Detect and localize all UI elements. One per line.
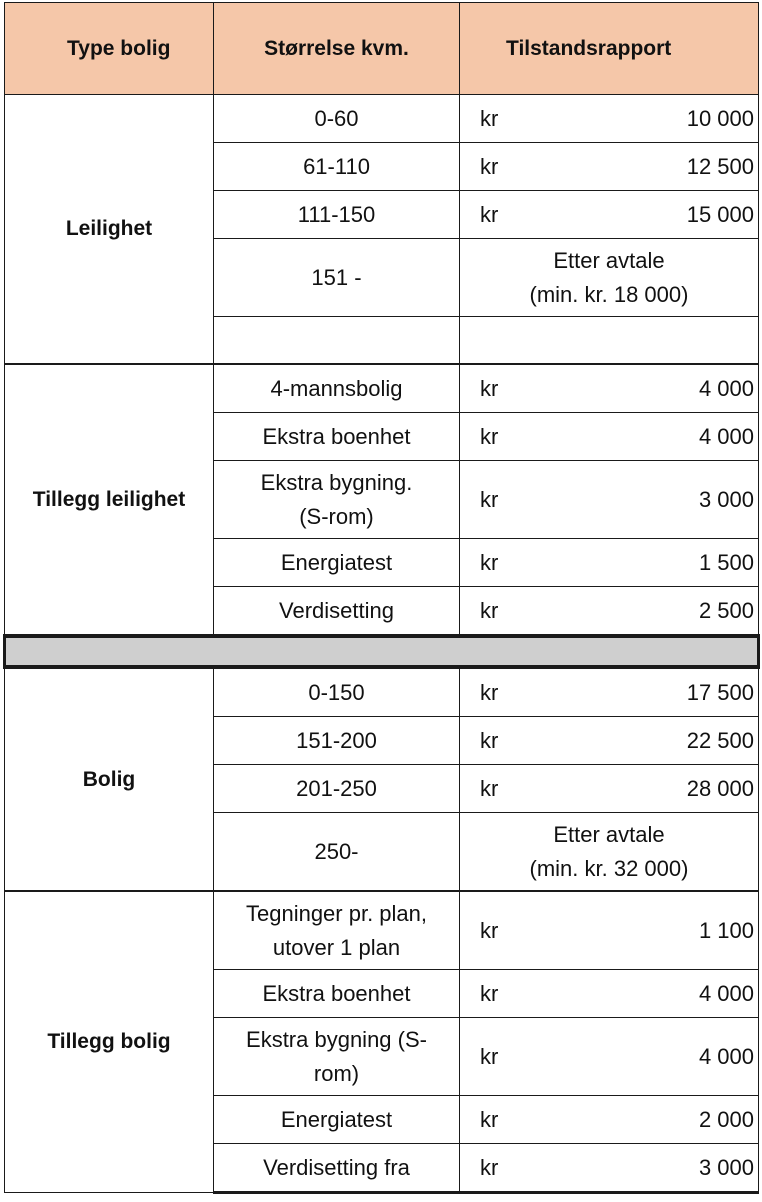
size-cell: Energiatest: [214, 1096, 460, 1144]
price-cell: [460, 1144, 759, 1193]
price-value: 15 000: [686, 201, 754, 227]
price-cell: [460, 539, 759, 587]
size-cell: 151 -: [214, 239, 460, 317]
price-cell: [460, 667, 759, 717]
size-line-2: rom): [313, 1060, 360, 1086]
price-value: 3 000: [698, 486, 754, 512]
size-line-1: Tegninger pr. plan,: [245, 900, 428, 926]
size-cell: Verdisetting: [214, 587, 460, 637]
size-cell: Energiatest: [214, 539, 460, 587]
price-table: [3, 2, 760, 1194]
price-value: 3 000: [698, 1154, 754, 1180]
agreement-text: Etter avtale: [553, 821, 665, 847]
header-type: Type bolig: [5, 3, 214, 95]
price-value: 2 000: [698, 1106, 754, 1132]
size-line-2: utover 1 plan: [272, 934, 401, 960]
price-value: 4 000: [698, 375, 754, 401]
currency-label: kr: [480, 917, 499, 943]
size-cell: Verdisetting fra: [214, 1144, 460, 1193]
size-cell: 151-200: [214, 717, 460, 765]
currency-label: kr: [480, 1106, 499, 1132]
price-value: 4 000: [698, 1043, 754, 1069]
price-cell: [460, 364, 759, 413]
currency-label: kr: [480, 980, 499, 1006]
currency-label: kr: [480, 1043, 499, 1069]
price-cell: [460, 587, 759, 637]
price-cell: [460, 717, 759, 765]
size-cell: Ekstra boenhet: [214, 970, 460, 1018]
price-cell: [460, 413, 759, 461]
size-cell: 111-150: [214, 191, 460, 239]
section-separator: [5, 636, 759, 667]
agreement-cell: [460, 813, 759, 892]
currency-label: kr: [480, 1154, 499, 1180]
currency-label: kr: [480, 549, 499, 575]
size-cell: 0-60: [214, 95, 460, 143]
table-row: [5, 891, 759, 970]
table-row: [5, 364, 759, 413]
empty-cell: [460, 317, 759, 365]
header-report: Tilstandsrapport: [460, 3, 759, 95]
currency-label: kr: [480, 153, 499, 179]
size-cell: 250-: [214, 813, 460, 892]
price-value: 22 500: [686, 727, 754, 753]
currency-label: kr: [480, 486, 499, 512]
price-cell: [460, 95, 759, 143]
size-cell: [214, 1018, 460, 1096]
size-line-2: (S-rom): [299, 503, 374, 529]
price-value: 4 000: [698, 423, 754, 449]
currency-label: kr: [480, 727, 499, 753]
currency-label: kr: [480, 375, 499, 401]
price-cell: [460, 970, 759, 1018]
separator-cell: [5, 636, 759, 667]
size-cell: 61-110: [214, 143, 460, 191]
size-cell: 4-mannsbolig: [214, 364, 460, 413]
price-cell: [460, 1018, 759, 1096]
currency-label: kr: [480, 679, 499, 705]
currency-label: kr: [480, 423, 499, 449]
price-cell: [460, 1096, 759, 1144]
section-label-bolig: Bolig: [5, 667, 214, 891]
price-value: 17 500: [686, 679, 754, 705]
header-size: Størrelse kvm.: [214, 3, 460, 95]
empty-cell: [214, 317, 460, 365]
currency-label: kr: [480, 775, 499, 801]
section-label-leilighet: Leilighet: [5, 95, 214, 365]
size-cell: [214, 891, 460, 970]
currency-label: kr: [480, 105, 499, 131]
agreement-text: Etter avtale: [553, 247, 665, 273]
price-value: 4 000: [698, 980, 754, 1006]
price-cell: [460, 891, 759, 970]
section-label-tillegg-bolig: Tillegg bolig: [5, 891, 214, 1193]
agreement-min: (min. kr. 18 000): [529, 281, 689, 307]
currency-label: kr: [480, 201, 499, 227]
size-line-1: Ekstra bygning (S-: [246, 1026, 427, 1052]
size-cell: Ekstra boenhet: [214, 413, 460, 461]
price-value: 28 000: [686, 775, 754, 801]
section-label-tillegg-leilighet: Tillegg leilighet: [5, 364, 214, 636]
agreement-min: (min. kr. 32 000): [529, 855, 689, 881]
price-cell: [460, 765, 759, 813]
price-value: 1 100: [698, 917, 754, 943]
size-cell: 201-250: [214, 765, 460, 813]
currency-label: kr: [480, 597, 499, 623]
price-value: 12 500: [686, 153, 754, 179]
price-value: 10 000: [686, 105, 754, 131]
size-cell: [214, 461, 460, 539]
header-row: [5, 3, 759, 95]
price-value: 1 500: [698, 549, 754, 575]
size-line-1: Ekstra bygning.: [260, 469, 413, 495]
price-cell: [460, 143, 759, 191]
price-value: 2 500: [698, 597, 754, 623]
table-row: [5, 667, 759, 717]
price-cell: [460, 461, 759, 539]
price-cell: [460, 191, 759, 239]
table-row: [5, 95, 759, 143]
size-cell: 0-150: [214, 667, 460, 717]
agreement-cell: [460, 239, 759, 317]
